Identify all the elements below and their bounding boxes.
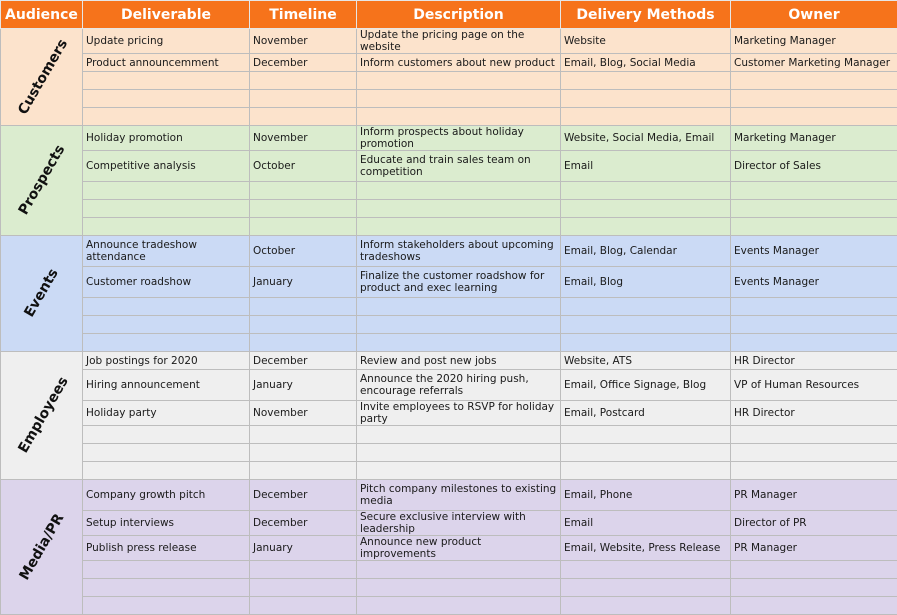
timeline-cell[interactable] — [250, 426, 357, 444]
owner-cell[interactable]: HR Director — [731, 401, 897, 426]
description-cell[interactable] — [357, 444, 561, 462]
description-cell[interactable] — [357, 72, 561, 90]
delivery-methods-cell[interactable] — [561, 444, 731, 462]
description-cell[interactable] — [357, 334, 561, 352]
deliverable-cell[interactable]: Hiring announcement — [83, 370, 250, 401]
owner-cell[interactable] — [731, 72, 897, 90]
table-row — [1, 536, 897, 561]
table-body — [1, 29, 897, 615]
delivery-methods-cell[interactable]: Email — [561, 151, 731, 182]
timeline-cell[interactable]: November — [250, 126, 357, 151]
audience-label: Events — [23, 267, 60, 319]
delivery-methods-cell[interactable]: Website, Social Media, Email — [561, 126, 731, 151]
description-cell[interactable] — [357, 316, 561, 334]
owner-cell[interactable] — [731, 444, 897, 462]
timeline-cell[interactable] — [250, 444, 357, 462]
owner-cell[interactable]: Events Manager — [731, 267, 897, 298]
table-row — [1, 126, 897, 151]
header-description[interactable]: Description — [357, 1, 561, 29]
delivery-methods-cell[interactable] — [561, 90, 731, 108]
table-row — [1, 90, 897, 108]
description-cell[interactable]: Announce new product improvements — [357, 536, 561, 561]
table-row — [1, 579, 897, 597]
audience-label: Customers — [17, 37, 70, 116]
table-row — [1, 72, 897, 90]
delivery-methods-cell[interactable]: Email, Blog — [561, 267, 731, 298]
description-cell[interactable] — [357, 90, 561, 108]
owner-cell[interactable]: Marketing Manager — [731, 29, 897, 54]
timeline-cell[interactable] — [250, 218, 357, 236]
owner-cell[interactable] — [731, 561, 897, 579]
deliverable-cell[interactable] — [83, 462, 250, 480]
owner-cell[interactable] — [731, 218, 897, 236]
delivery-methods-cell[interactable]: Email, Website, Press Release — [561, 536, 731, 561]
description-cell[interactable]: Secure exclusive interview with leadership — [357, 511, 561, 536]
owner-cell[interactable]: Marketing Manager — [731, 126, 897, 151]
description-cell[interactable] — [357, 200, 561, 218]
header-owner[interactable]: Owner — [731, 1, 897, 29]
delivery-methods-cell[interactable]: Email, Office Signage, Blog — [561, 370, 731, 401]
description-cell[interactable]: Inform prospects about holiday promotion — [357, 126, 561, 151]
timeline-cell[interactable]: December — [250, 54, 357, 72]
delivery-methods-cell[interactable] — [561, 462, 731, 480]
table-row — [1, 561, 897, 579]
table-row — [1, 352, 897, 370]
delivery-methods-cell[interactable] — [561, 316, 731, 334]
delivery-methods-cell[interactable]: Email — [561, 511, 731, 536]
timeline-cell[interactable]: January — [250, 536, 357, 561]
delivery-methods-cell[interactable] — [561, 200, 731, 218]
table-row — [1, 200, 897, 218]
timeline-cell[interactable]: October — [250, 236, 357, 267]
timeline-cell[interactable] — [250, 316, 357, 334]
description-cell[interactable] — [357, 462, 561, 480]
timeline-cell[interactable]: October — [250, 151, 357, 182]
table-row — [1, 370, 897, 401]
description-cell[interactable] — [357, 108, 561, 126]
timeline-cell[interactable]: November — [250, 401, 357, 426]
delivery-methods-cell[interactable]: Email, Postcard — [561, 401, 731, 426]
table-row — [1, 108, 897, 126]
owner-cell[interactable] — [731, 579, 897, 597]
audience-cell[interactable] — [1, 126, 83, 236]
timeline-cell[interactable] — [250, 72, 357, 90]
timeline-cell[interactable] — [250, 579, 357, 597]
deliverable-cell[interactable]: Customer roadshow — [83, 267, 250, 298]
deliverable-cell[interactable]: Holiday promotion — [83, 126, 250, 151]
header-audience[interactable]: Audience — [1, 1, 83, 29]
deliverable-cell[interactable]: Competitive analysis — [83, 151, 250, 182]
delivery-methods-cell[interactable] — [561, 426, 731, 444]
deliverable-cell[interactable] — [83, 218, 250, 236]
deliverable-cell[interactable]: Update pricing — [83, 29, 250, 54]
owner-cell[interactable]: Events Manager — [731, 236, 897, 267]
deliverable-cell[interactable] — [83, 561, 250, 579]
delivery-methods-cell[interactable]: Website — [561, 29, 731, 54]
owner-cell[interactable] — [731, 316, 897, 334]
delivery-methods-cell[interactable] — [561, 579, 731, 597]
table-row — [1, 597, 897, 615]
header-delivery-methods[interactable]: Delivery Methods — [561, 1, 731, 29]
timeline-cell[interactable] — [250, 334, 357, 352]
owner-cell[interactable]: PR Manager — [731, 536, 897, 561]
header-deliverable[interactable]: Deliverable — [83, 1, 250, 29]
table-row — [1, 236, 897, 267]
owner-cell[interactable] — [731, 182, 897, 200]
timeline-cell[interactable]: December — [250, 511, 357, 536]
timeline-cell[interactable] — [250, 182, 357, 200]
delivery-methods-cell[interactable] — [561, 561, 731, 579]
delivery-methods-cell[interactable]: Website, ATS — [561, 352, 731, 370]
description-cell[interactable]: Inform stakeholders about upcoming tradeshows — [357, 236, 561, 267]
description-cell[interactable]: Inform customers about new product — [357, 54, 561, 72]
deliverable-cell[interactable]: Announce tradeshow attendance — [83, 236, 250, 267]
owner-cell[interactable] — [731, 597, 897, 615]
table-row — [1, 54, 897, 72]
description-cell[interactable] — [357, 579, 561, 597]
deliverable-cell[interactable] — [83, 90, 250, 108]
timeline-cell[interactable]: December — [250, 352, 357, 370]
timeline-cell[interactable] — [250, 108, 357, 126]
deliverable-cell[interactable]: Company growth pitch — [83, 480, 250, 511]
table-row — [1, 298, 897, 316]
description-cell[interactable]: Update the pricing page on the website — [357, 29, 561, 54]
audience-cell[interactable] — [1, 352, 83, 480]
deliverable-cell[interactable] — [83, 316, 250, 334]
audience-cell[interactable] — [1, 236, 83, 352]
table-row — [1, 511, 897, 536]
deliverable-cell[interactable]: Product announcemment — [83, 54, 250, 72]
header-row — [1, 1, 897, 29]
header-timeline[interactable]: Timeline — [250, 1, 357, 29]
deliverable-cell[interactable] — [83, 200, 250, 218]
audience-cell[interactable] — [1, 480, 83, 615]
owner-cell[interactable]: Director of PR — [731, 511, 897, 536]
owner-cell[interactable]: Customer Marketing Manager — [731, 54, 897, 72]
deliverable-cell[interactable] — [83, 579, 250, 597]
owner-cell[interactable] — [731, 298, 897, 316]
deliverable-cell[interactable]: Job postings for 2020 — [83, 352, 250, 370]
owner-cell[interactable]: VP of Human Resources — [731, 370, 897, 401]
table-row — [1, 480, 897, 511]
description-cell[interactable]: Pitch company milestones to existing media — [357, 480, 561, 511]
owner-cell[interactable] — [731, 200, 897, 218]
timeline-cell[interactable]: December — [250, 480, 357, 511]
owner-cell[interactable]: Director of Sales — [731, 151, 897, 182]
deliverable-cell[interactable] — [83, 298, 250, 316]
audience-label: Employees — [17, 375, 70, 455]
table-row — [1, 334, 897, 352]
timeline-cell[interactable] — [250, 298, 357, 316]
deliverable-cell[interactable] — [83, 597, 250, 615]
table-row — [1, 444, 897, 462]
deliverable-cell[interactable] — [83, 426, 250, 444]
description-cell[interactable] — [357, 298, 561, 316]
owner-cell[interactable]: HR Director — [731, 352, 897, 370]
table-row — [1, 316, 897, 334]
deliverable-cell[interactable]: Holiday party — [83, 401, 250, 426]
owner-cell[interactable] — [731, 334, 897, 352]
timeline-cell[interactable] — [250, 462, 357, 480]
deliverable-cell[interactable] — [83, 334, 250, 352]
table-row — [1, 151, 897, 182]
deliverable-cell[interactable] — [83, 444, 250, 462]
timeline-cell[interactable] — [250, 200, 357, 218]
deliverable-cell[interactable] — [83, 72, 250, 90]
table-row — [1, 29, 897, 54]
delivery-methods-cell[interactable] — [561, 108, 731, 126]
description-cell[interactable]: Finalize the customer roadshow for product and exec learning — [357, 267, 561, 298]
description-cell[interactable]: Announce the 2020 hiring push, encourage referrals — [357, 370, 561, 401]
audience-label: Media/PR — [18, 512, 65, 582]
delivery-methods-cell[interactable] — [561, 298, 731, 316]
timeline-cell[interactable]: November — [250, 29, 357, 54]
delivery-methods-cell[interactable] — [561, 182, 731, 200]
deliverable-cell[interactable]: Setup interviews — [83, 511, 250, 536]
description-cell[interactable]: Invite employees to RSVP for holiday party — [357, 401, 561, 426]
description-cell[interactable] — [357, 218, 561, 236]
description-cell[interactable] — [357, 182, 561, 200]
timeline-cell[interactable] — [250, 597, 357, 615]
owner-cell[interactable] — [731, 90, 897, 108]
timeline-cell[interactable]: January — [250, 267, 357, 298]
description-cell[interactable]: Review and post new jobs — [357, 352, 561, 370]
description-cell[interactable] — [357, 597, 561, 615]
audience-label: Prospects — [17, 143, 66, 217]
table-row — [1, 267, 897, 298]
deliverable-cell[interactable] — [83, 182, 250, 200]
table-row — [1, 218, 897, 236]
audience-cell[interactable] — [1, 29, 83, 126]
owner-cell[interactable] — [731, 426, 897, 444]
timeline-cell[interactable] — [250, 561, 357, 579]
owner-cell[interactable]: PR Manager — [731, 480, 897, 511]
delivery-methods-cell[interactable]: Email, Blog, Calendar — [561, 236, 731, 267]
delivery-methods-cell[interactable]: Email, Phone — [561, 480, 731, 511]
delivery-methods-cell[interactable] — [561, 334, 731, 352]
owner-cell[interactable] — [731, 462, 897, 480]
description-cell[interactable]: Educate and train sales team on competition — [357, 151, 561, 182]
delivery-methods-cell[interactable] — [561, 72, 731, 90]
owner-cell[interactable] — [731, 108, 897, 126]
description-cell[interactable] — [357, 426, 561, 444]
delivery-methods-cell[interactable]: Email, Blog, Social Media — [561, 54, 731, 72]
table-row — [1, 462, 897, 480]
delivery-methods-cell[interactable] — [561, 218, 731, 236]
table-row — [1, 182, 897, 200]
description-cell[interactable] — [357, 561, 561, 579]
timeline-cell[interactable]: January — [250, 370, 357, 401]
table-row — [1, 426, 897, 444]
timeline-cell[interactable] — [250, 90, 357, 108]
deliverable-cell[interactable] — [83, 108, 250, 126]
table-row — [1, 401, 897, 426]
delivery-methods-cell[interactable] — [561, 597, 731, 615]
deliverable-cell[interactable]: Publish press release — [83, 536, 250, 561]
